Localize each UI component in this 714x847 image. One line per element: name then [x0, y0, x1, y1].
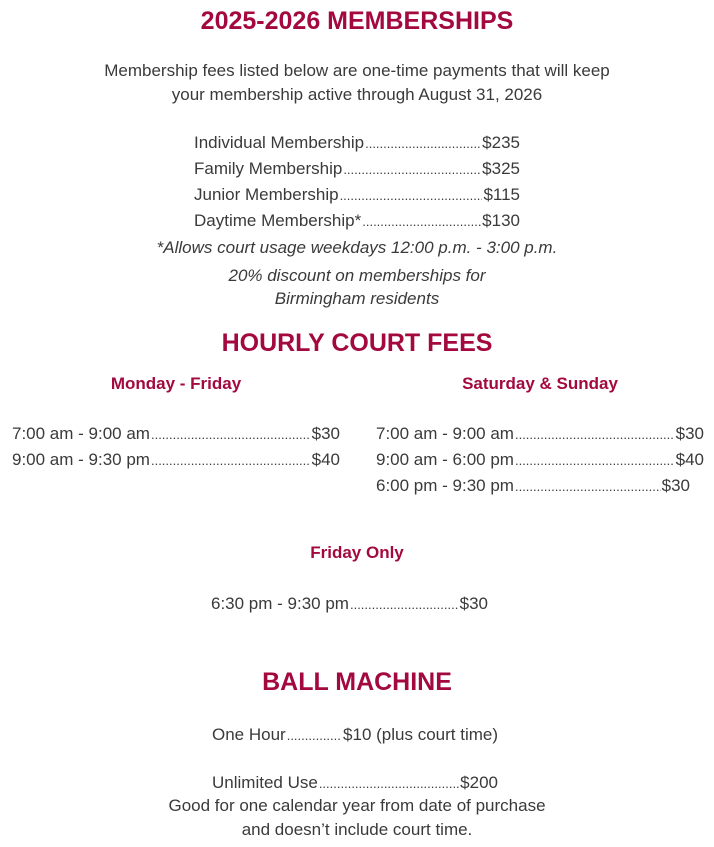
membership-price: $115	[483, 185, 520, 204]
ball-machine-unlimited-list	[212, 770, 498, 796]
ball-machine-hour-row	[212, 722, 498, 748]
time-range: 9:00 am - 6:00 pm	[376, 450, 514, 469]
time-range: 6:30 pm - 9:30 pm	[211, 594, 349, 613]
fee-price: $40	[311, 450, 340, 469]
fee-price: $30	[311, 424, 340, 443]
membership-label: Family Membership	[194, 159, 343, 178]
membership-price-list	[194, 130, 520, 234]
rate-price: $200	[460, 773, 498, 792]
weekday-fee-row	[12, 447, 340, 473]
weekend-fee-row	[376, 421, 704, 447]
weekend-fee-row	[376, 473, 690, 499]
fee-price: $40	[675, 450, 704, 469]
leader-dots	[340, 183, 483, 208]
leader-dots	[151, 422, 311, 447]
ball-machine-title: BALL MACHINE	[262, 668, 452, 696]
membership-price: $130	[482, 211, 520, 230]
rate-label: One Hour	[212, 725, 286, 744]
weekend-fee-row	[376, 447, 704, 473]
memberships-title: 2025-2026 MEMBERSHIPS	[200, 7, 514, 35]
membership-label: Daytime Membership*	[194, 211, 362, 230]
time-range: 7:00 am - 9:00 am	[376, 424, 514, 443]
leader-dots	[515, 448, 675, 473]
time-range: 7:00 am - 9:00 am	[12, 424, 150, 443]
ball-machine-note-line-2: and doesn’t include court time.	[241, 820, 473, 839]
membership-row-daytime	[194, 208, 520, 234]
fee-price: $30	[459, 594, 488, 613]
leader-dots	[319, 771, 459, 796]
time-range: 6:00 pm - 9:30 pm	[376, 476, 514, 495]
discount-line-1: 20% discount on memberships for	[228, 266, 486, 285]
weekday-fee-row	[12, 421, 340, 447]
membership-row-family	[194, 156, 520, 182]
friday-fee-row	[211, 591, 488, 617]
fee-price: $30	[675, 424, 704, 443]
weekday-heading: Monday - Friday	[110, 374, 242, 393]
ball-machine-hour-list	[212, 722, 498, 748]
membership-row-individual	[194, 130, 520, 156]
fee-price: $30	[661, 476, 690, 495]
rate-label: Unlimited Use	[212, 773, 318, 792]
weekday-fee-list	[12, 421, 340, 473]
time-range: 9:00 am - 9:30 pm	[12, 450, 150, 469]
membership-label: Individual Membership	[194, 133, 365, 152]
friday-heading: Friday Only	[310, 543, 404, 562]
leader-dots	[362, 209, 481, 234]
membership-footnote: *Allows court usage weekdays 12:00 p.m. - 3:00 p.m.	[156, 238, 558, 257]
memberships-intro-line-1: Membership fees listed below are one-time payments that will keep	[104, 61, 610, 80]
weekend-fee-list	[376, 421, 704, 499]
membership-row-junior	[194, 182, 520, 208]
leader-dots	[343, 157, 481, 182]
leader-dots	[515, 422, 675, 447]
court-fees-title: HOURLY COURT FEES	[221, 329, 493, 357]
discount-line-2: Birmingham residents	[274, 289, 440, 308]
memberships-intro-line-2: your membership active through August 31, 2026	[171, 85, 543, 104]
leader-dots	[287, 723, 342, 748]
rate-price: $10 (plus court time)	[343, 725, 498, 744]
membership-price: $235	[482, 133, 520, 152]
ball-machine-note-line-1: Good for one calendar year from date of purchase	[168, 796, 546, 815]
friday-fee-list	[211, 591, 488, 617]
membership-price: $325	[482, 159, 520, 178]
leader-dots	[515, 474, 661, 499]
weekend-heading: Saturday & Sunday	[462, 374, 618, 393]
leader-dots	[365, 131, 481, 156]
ball-machine-unlimited-row	[212, 770, 498, 796]
leader-dots	[151, 448, 311, 473]
membership-label: Junior Membership	[194, 185, 339, 204]
leader-dots	[350, 592, 459, 617]
